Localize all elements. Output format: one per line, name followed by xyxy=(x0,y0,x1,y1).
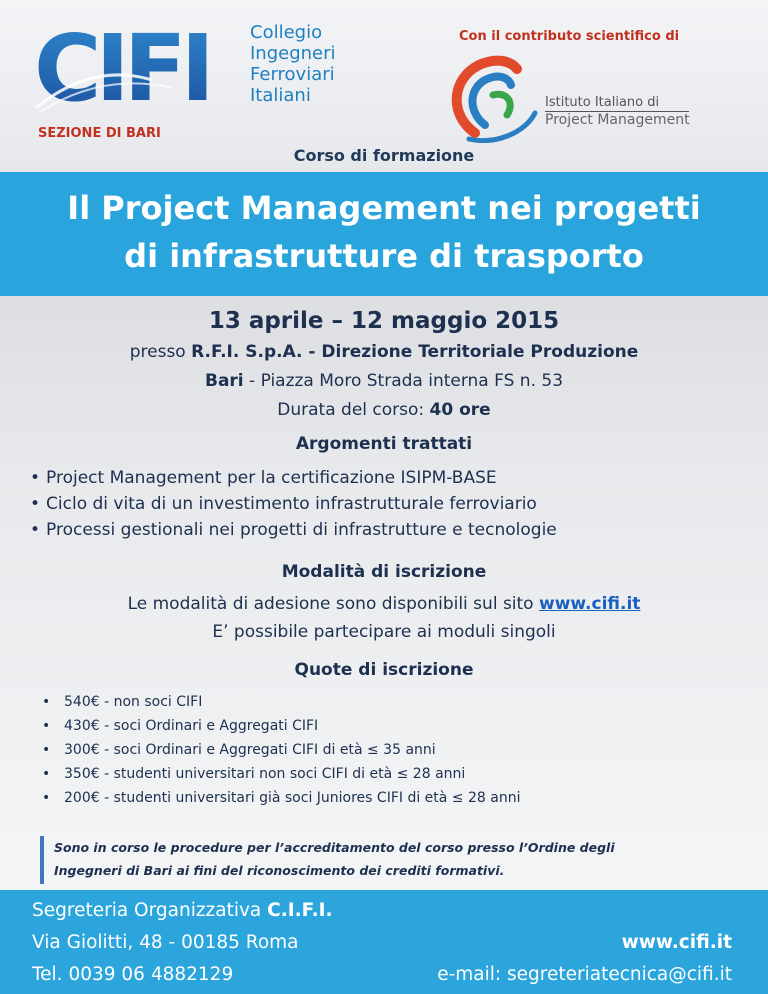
course-kind: Corso di formazione xyxy=(293,146,475,165)
bullet-icon: • xyxy=(42,694,51,710)
footer-organizer xyxy=(32,900,333,921)
cifi-logo xyxy=(32,22,242,114)
organizer-prefix: Segreteria Organizzativa xyxy=(32,900,268,921)
duration-value: 40 ore xyxy=(429,400,491,420)
venue-address: - Piazza Moro Strada interna FS n. 53 xyxy=(243,371,564,391)
accreditation-notice xyxy=(40,836,754,884)
topic-text: Processi gestionali nei progetti di infrastrutture e tecnologie xyxy=(46,520,557,540)
address-line xyxy=(0,371,768,391)
bullet-icon: • xyxy=(30,468,41,488)
section-label: SEZIONE DI BARI xyxy=(38,126,161,141)
venue-prefix: presso xyxy=(129,342,192,362)
registration-text: Le modalità di adesione sono disponibili sul sito xyxy=(127,594,539,614)
fees-list xyxy=(42,690,742,810)
venue-city: Bari xyxy=(204,371,244,391)
list-item xyxy=(42,738,742,762)
cifi-logo-text: CIFI xyxy=(34,22,209,114)
cifi-name-line: Ingegneri xyxy=(250,43,336,64)
bullet-icon: • xyxy=(42,742,51,758)
registration-line1 xyxy=(0,594,768,614)
list-item xyxy=(30,465,750,491)
footer-phone: Tel. 0039 06 4882129 xyxy=(32,964,234,985)
list-item xyxy=(42,762,742,786)
footer-email-link[interactable]: e-mail: segreteriatecnica@cifi.it xyxy=(437,964,732,985)
fee-text: 430€ - soci Ordinari e Aggregati CIFI xyxy=(64,718,319,734)
fee-text: 540€ - non soci CIFI xyxy=(64,694,203,710)
iipm-logo-icon xyxy=(445,55,555,143)
list-item xyxy=(42,714,742,738)
bullet-icon: • xyxy=(30,494,41,514)
registration-heading: Modalità di iscrizione xyxy=(281,562,487,582)
cifi-name-line: Italiani xyxy=(250,85,311,106)
list-item xyxy=(42,786,742,810)
duration-label: Durata del corso: xyxy=(277,400,430,420)
course-dates: 13 aprile – 12 maggio 2015 xyxy=(208,308,560,334)
iipm-name-line2: Project Management xyxy=(545,112,690,128)
bullet-icon: • xyxy=(42,766,51,782)
bullet-icon: • xyxy=(42,718,51,734)
footer-website-link[interactable]: www.cifi.it xyxy=(621,932,732,953)
topic-text: Ciclo di vita di un investimento infrastrutturale ferroviario xyxy=(46,494,537,514)
iipm-name-line1: Istituto Italiano di xyxy=(545,94,689,112)
topics-heading: Argomenti trattati xyxy=(295,434,473,454)
topics-list xyxy=(30,465,750,543)
bullet-icon: • xyxy=(30,520,41,540)
fee-text: 350€ - studenti universitari non soci CIFI di età ≤ 28 anni xyxy=(64,766,466,782)
bullet-icon: • xyxy=(42,790,51,806)
fee-text: 200€ - studenti universitari già soci Juniores CIFI di età ≤ 28 anni xyxy=(64,790,521,806)
topic-text: Project Management per la certificazione ISIPM-BASE xyxy=(46,468,497,488)
notice-line1: Sono in corso le procedure per l’accreditamento del corso presso l’Ordine degli xyxy=(54,840,615,855)
list-item xyxy=(30,517,750,543)
notice-line2: Ingegneri di Bari ai fini del riconoscimento dei crediti formativi. xyxy=(54,863,505,878)
course-title-line2: di infrastrutture di trasporto xyxy=(124,237,644,275)
list-item xyxy=(30,491,750,517)
cifi-name-line: Ferroviari xyxy=(250,64,335,85)
duration-line xyxy=(0,400,768,420)
course-title-line1: Il Project Management nei progetti xyxy=(67,189,701,227)
cifi-name-line: Collegio xyxy=(250,22,323,43)
course-title xyxy=(0,184,768,280)
fees-heading: Quote di iscrizione xyxy=(294,660,474,680)
registration-line2: E’ possibile partecipare ai moduli singoli xyxy=(212,622,556,642)
contributor-label: Con il contributo scientifico di xyxy=(459,29,680,44)
venue-name: R.F.I. S.p.A. - Direzione Territoriale Produzione xyxy=(191,342,639,362)
list-item xyxy=(42,690,742,714)
organizer-name: C.I.F.I. xyxy=(267,900,333,921)
footer-address: Via Giolitti, 48 - 00185 Roma xyxy=(32,932,299,953)
website-link[interactable]: www.cifi.it xyxy=(539,594,641,614)
cifi-full-name xyxy=(250,22,336,106)
fee-text: 300€ - soci Ordinari e Aggregati CIFI di età ≤ 35 anni xyxy=(64,742,436,758)
iipm-name xyxy=(545,94,745,129)
venue-line xyxy=(0,342,768,362)
